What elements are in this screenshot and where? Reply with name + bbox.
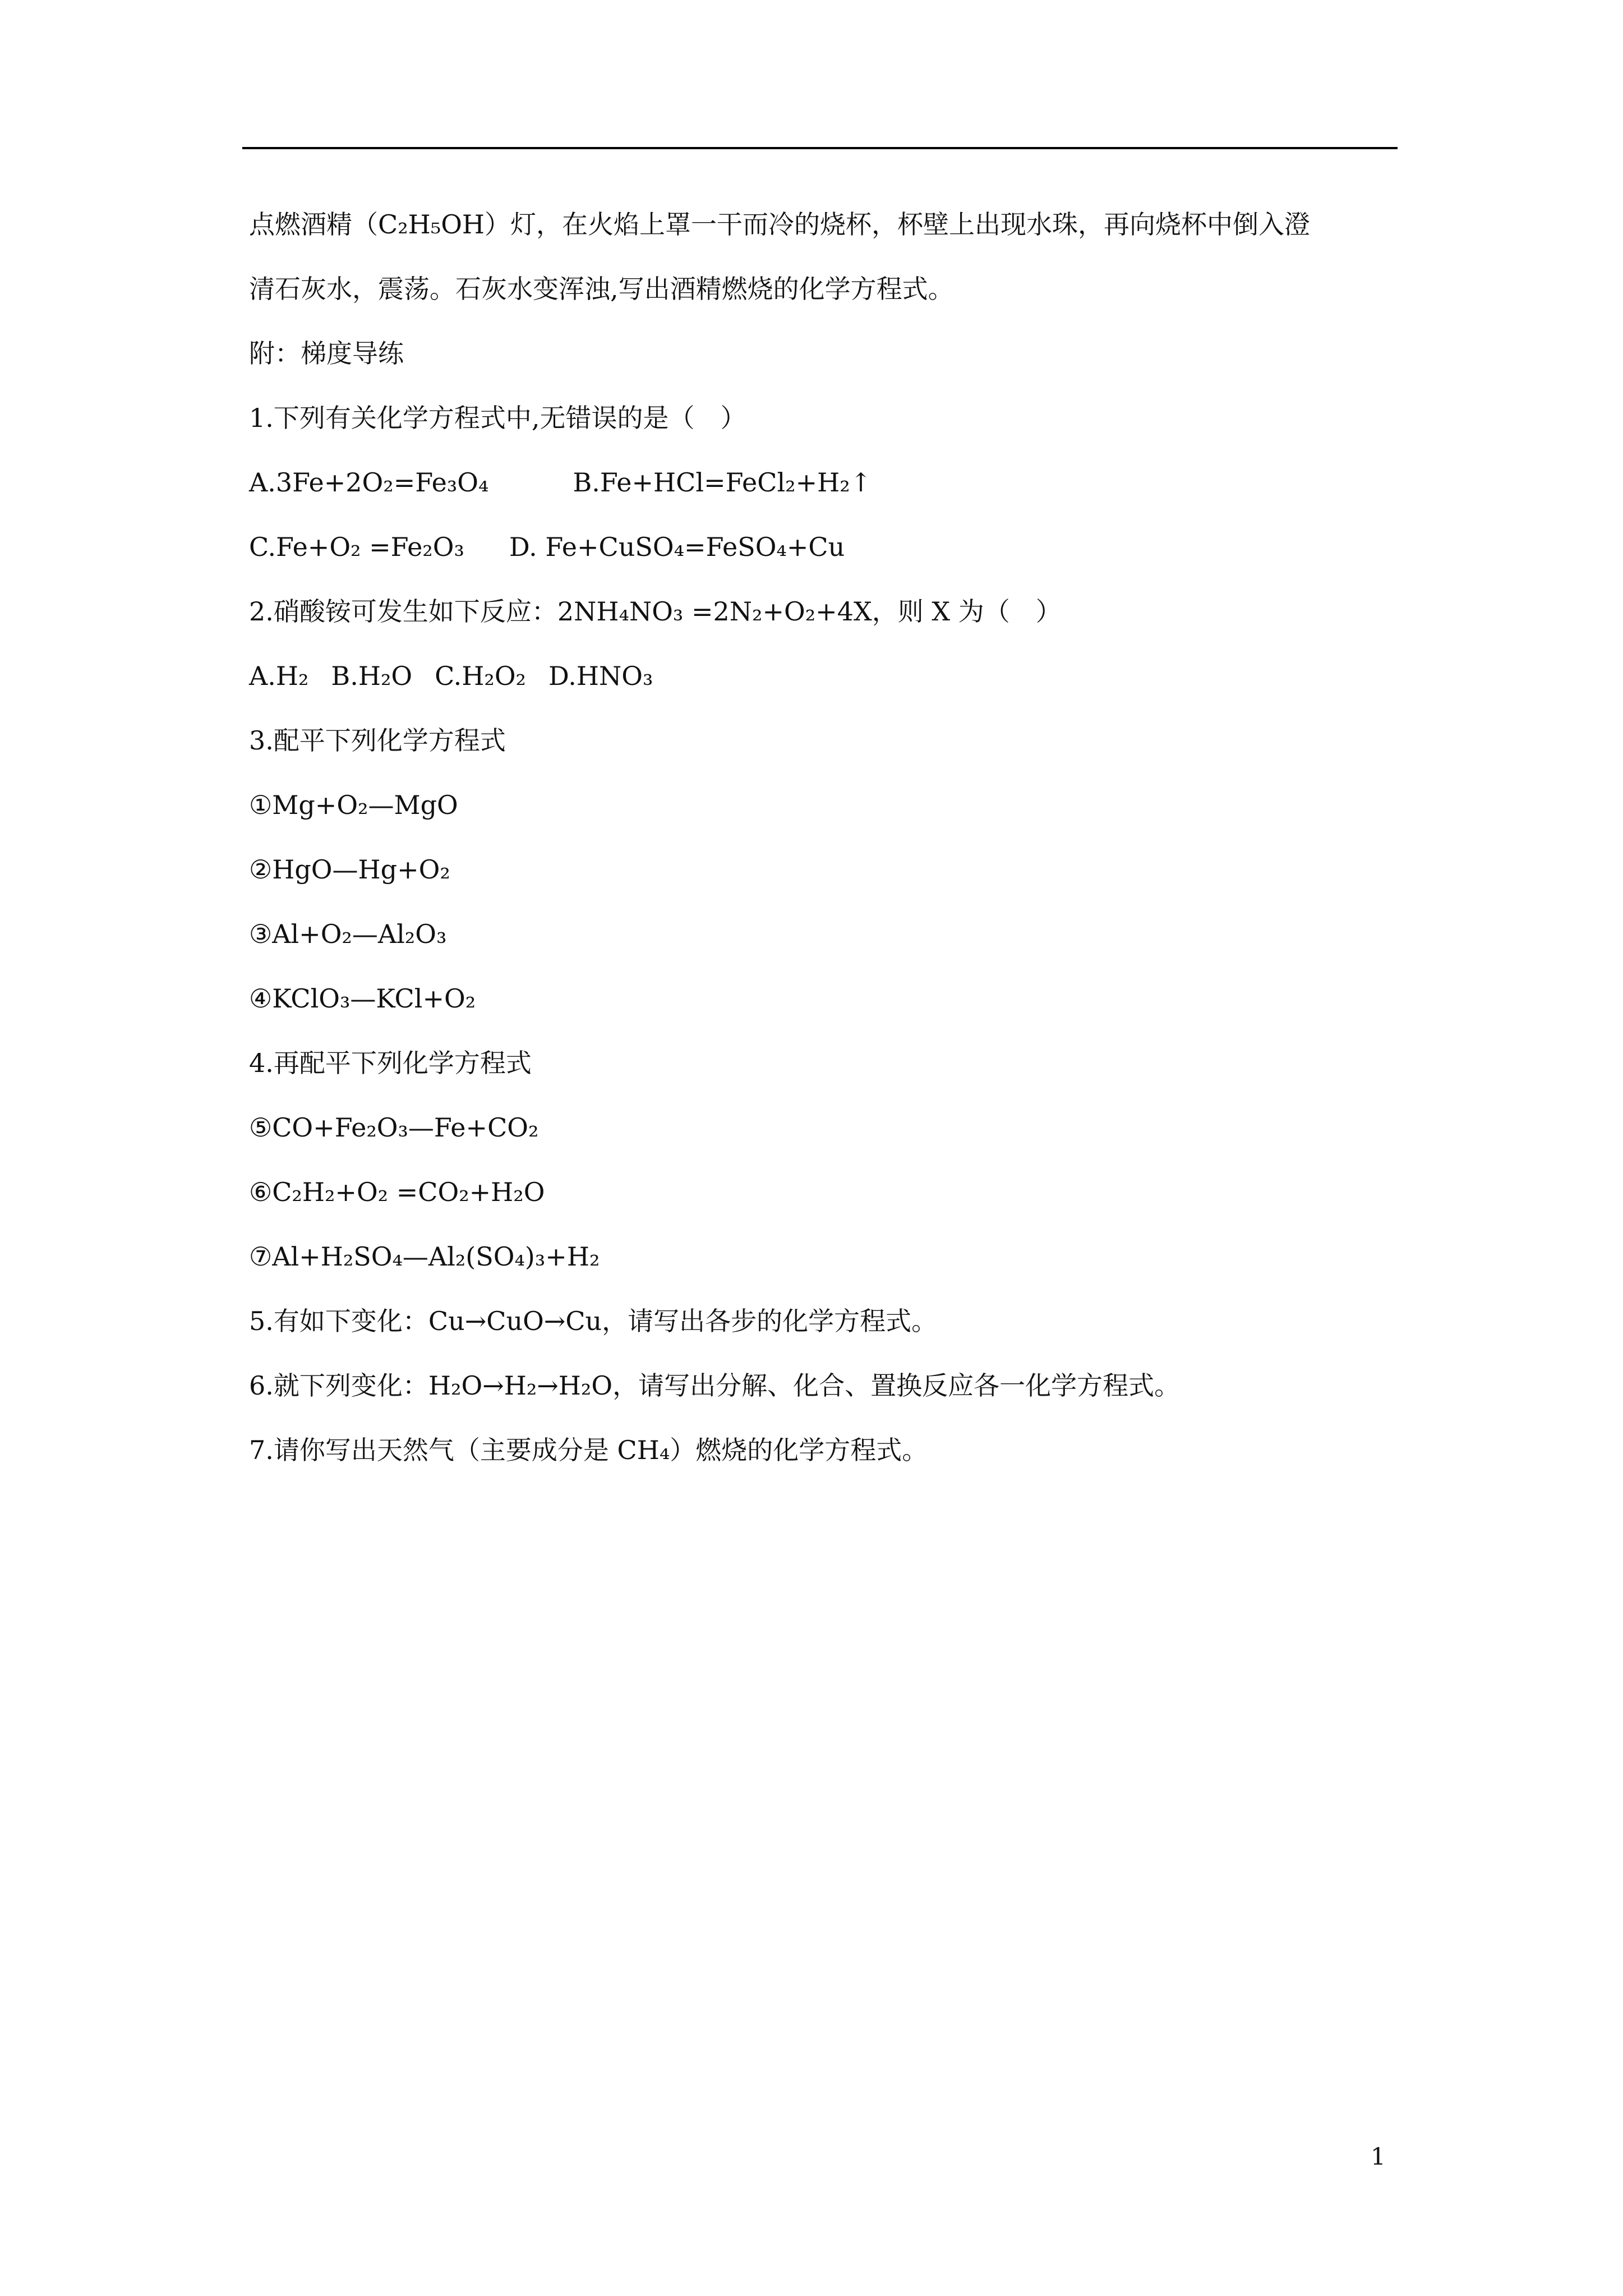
header-rule <box>242 147 1398 149</box>
question-6: 6.就下列变化：H₂O→H₂→H₂O，请写出分解、化合、置换反应各一化学方程式。 <box>249 1370 1181 1401</box>
question-2-option-d: D.HNO₃ <box>548 661 653 691</box>
question-2-option-c: C.H₂O₂ <box>435 661 526 691</box>
equation-item: ⑤CO+Fe₂O₃—Fe+CO₂ <box>249 1112 539 1143</box>
question-5: 5.有如下变化：Cu→CuO→Cu，请写出各步的化学方程式。 <box>249 1306 938 1336</box>
document-body <box>249 209 1404 1499</box>
question-2-option-a: A.H₂ <box>249 661 309 691</box>
equation-item: ⑦Al+H₂SO₄—Al₂(SO₄)₃+H₂ <box>249 1241 600 1272</box>
equation-item: ⑥C₂H₂+O₂ =CO₂+H₂O <box>249 1177 545 1207</box>
equation-item: ③Al+O₂—Al₂O₃ <box>249 919 447 949</box>
question-1-option-b: B.Fe+HCl=FeCl₂+H₂↑ <box>573 467 872 498</box>
question-1-options-ab <box>249 467 1404 499</box>
intro-line-2: 清石灰水，震荡。石灰水变浑浊,写出酒精燃烧的化学方程式。 <box>249 274 954 304</box>
question-3-stem: 3.配平下列化学方程式 <box>249 725 506 756</box>
question-1-option-c: C.Fe+O₂ =Fe₂O₃ <box>249 532 464 562</box>
section-title: 附：梯度导练 <box>249 338 404 369</box>
equation-item: ①Mg+O₂—MgO <box>249 790 458 820</box>
page-number: 1 <box>1371 2143 1386 2170</box>
question-2-options <box>249 660 1404 692</box>
question-2-option-b: B.H₂O <box>331 661 413 691</box>
question-1-stem: 1.下列有关化学方程式中,无错误的是（ ） <box>249 403 746 433</box>
equation-item: ②HgO—Hg+O₂ <box>249 854 450 885</box>
question-2-stem: 2.硝酸铵可发生如下反应：2NH₄NO₃ =2N₂+O₂+4X，则 X 为（ ） <box>249 596 1062 627</box>
question-7: 7.请你写出天然气（主要成分是 CH₄）燃烧的化学方程式。 <box>249 1435 928 1465</box>
question-1-options-cd <box>249 531 1404 563</box>
question-4-stem: 4.再配平下列化学方程式 <box>249 1048 532 1078</box>
question-1-option-d: D. Fe+CuSO₄=FeSO₄+Cu <box>509 532 845 562</box>
intro-line-1: 点燃酒精（C₂H₅OH）灯，在火焰上罩一干而冷的烧杯，杯壁上出现水珠，再向烧杯中倒入澄 <box>249 209 1311 240</box>
equation-item: ④KClO₃—KCl+O₂ <box>249 983 476 1014</box>
question-1-option-a: A.3Fe+2O₂=Fe₃O₄ <box>249 467 489 498</box>
